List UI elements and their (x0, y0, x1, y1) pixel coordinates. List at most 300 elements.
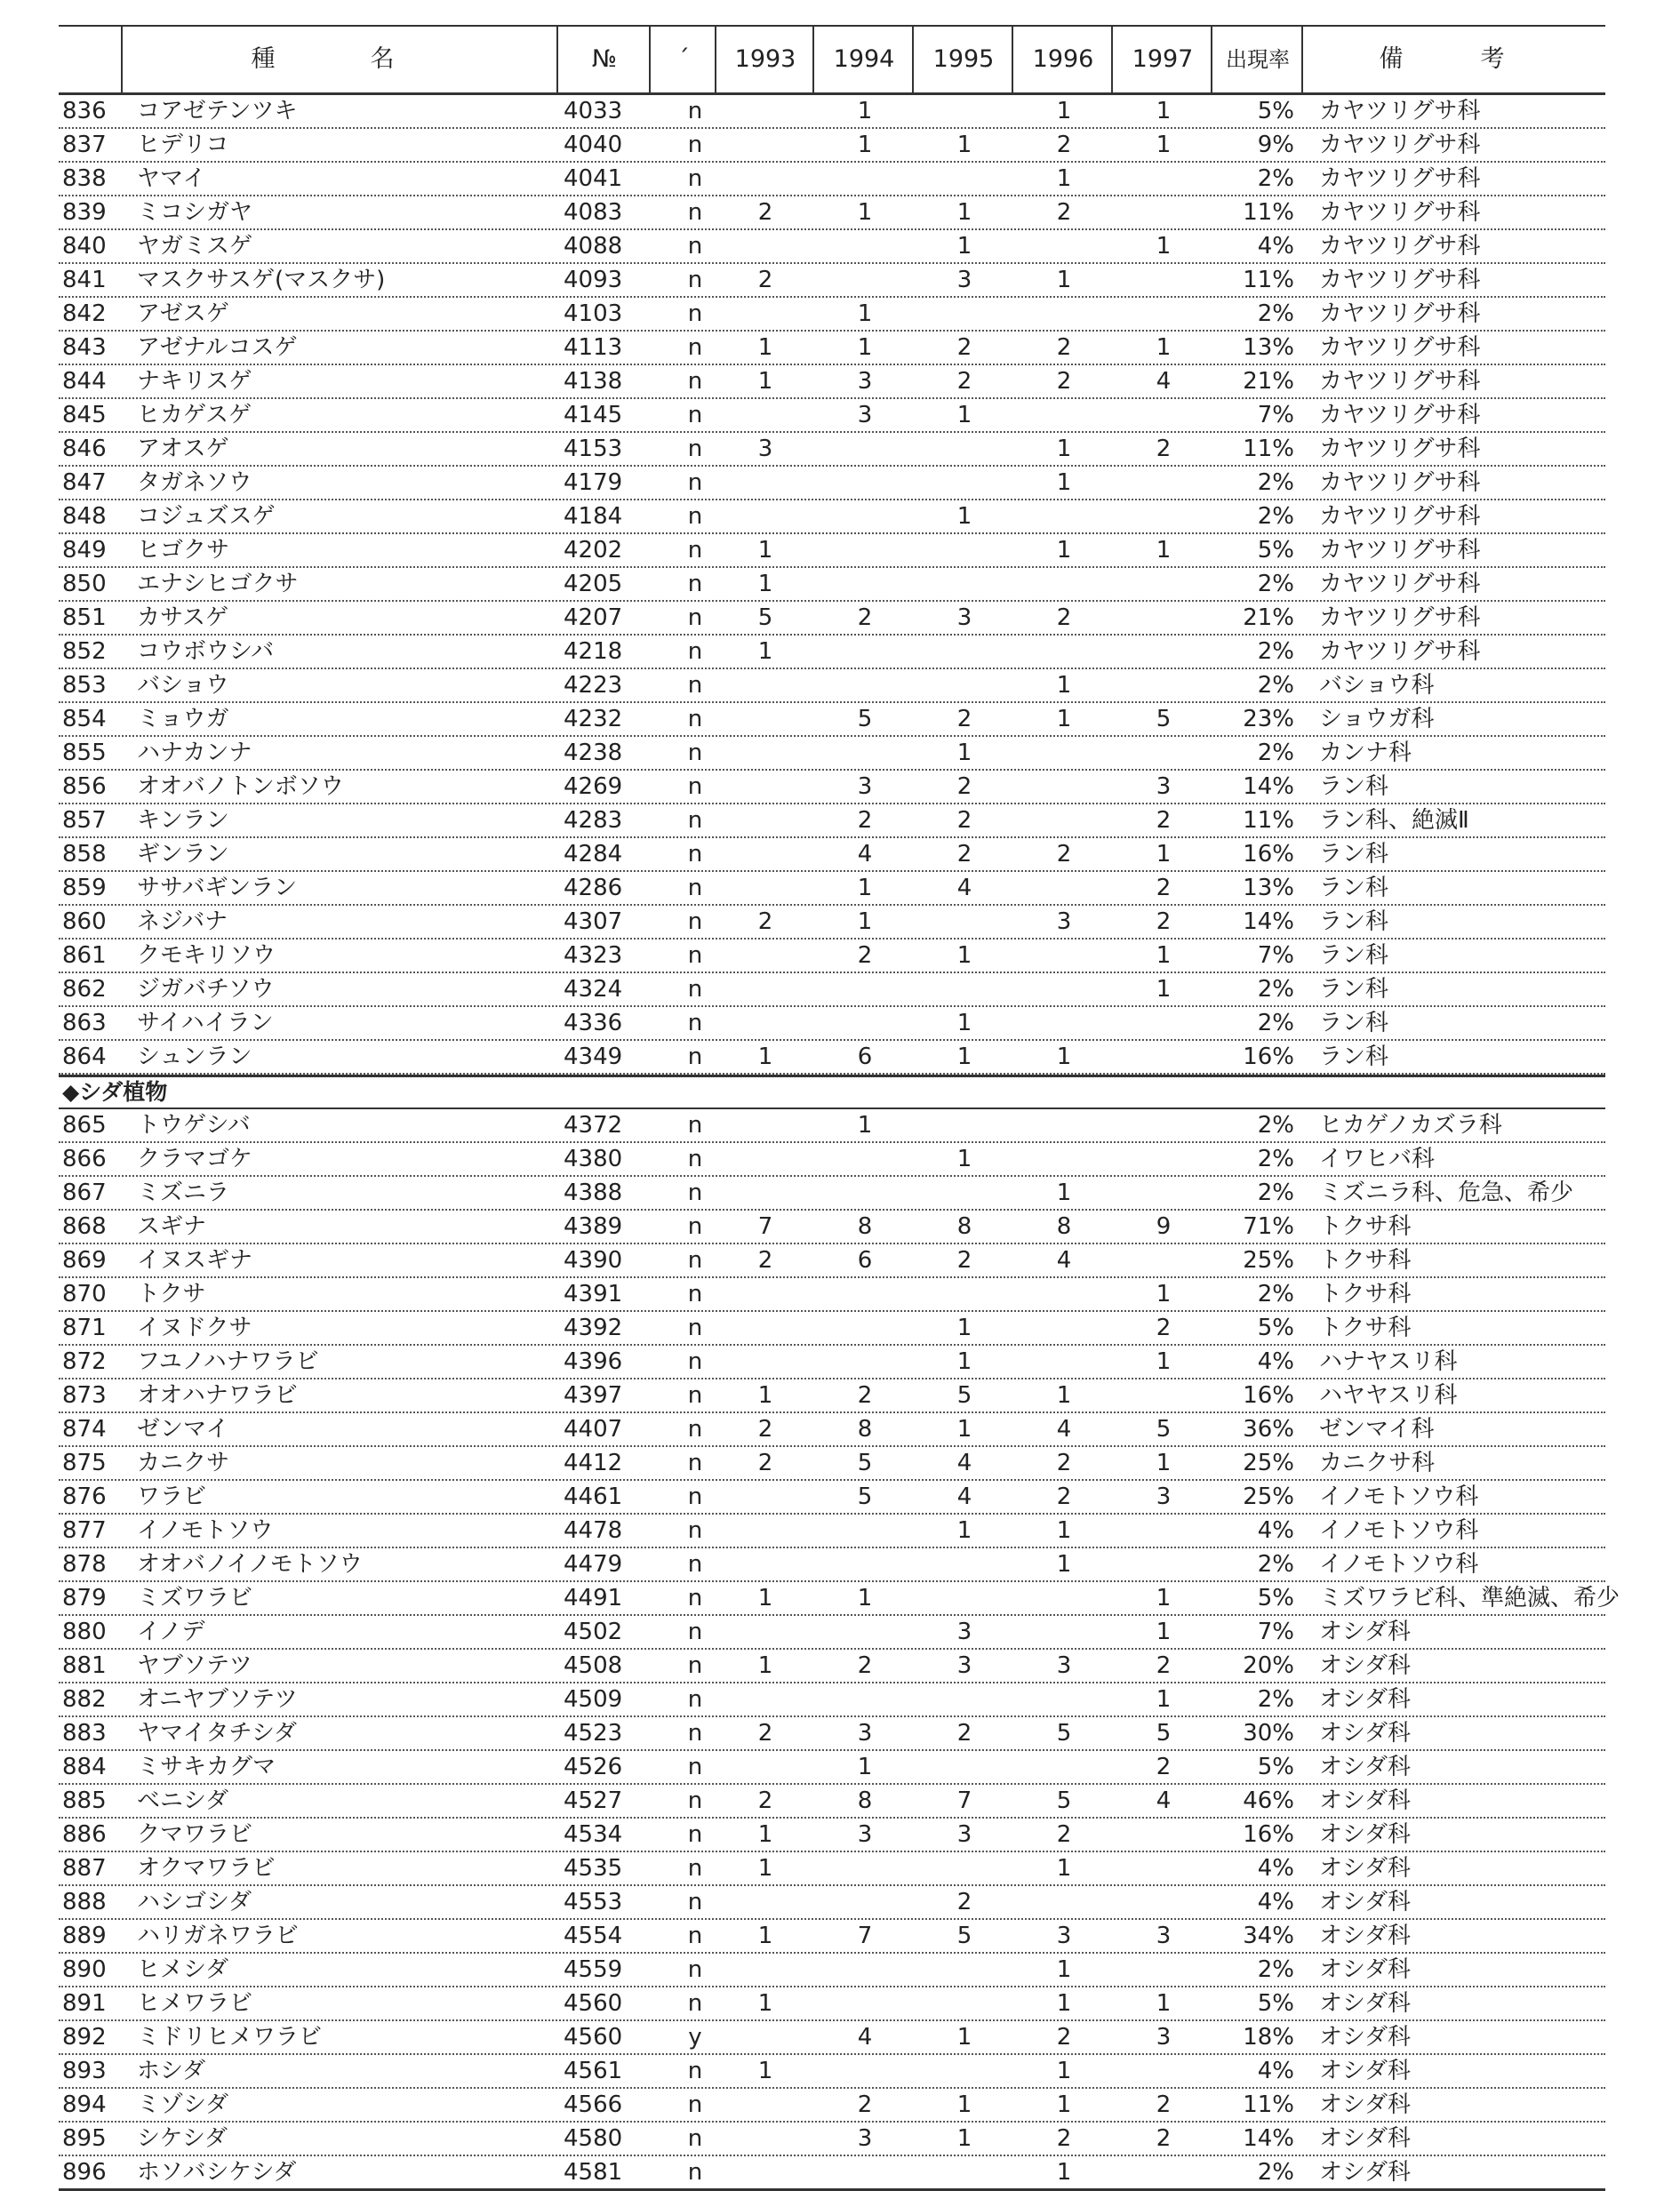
remarks-cell: カニクサ科 (1319, 1450, 1436, 1476)
remarks-cell: イノモトソウ科 (1319, 1551, 1479, 1578)
occurrence-rate: 4% (1257, 1889, 1294, 1915)
occurrence-rate: 5% (1257, 98, 1294, 124)
remarks-cell: オシダ科 (1319, 2058, 1411, 2084)
occurrence-rate: 16% (1243, 1382, 1294, 1409)
species-code: 4412 (564, 1450, 623, 1476)
species-code: 4284 (564, 841, 623, 868)
remarks-cell: イワヒバ科 (1319, 1146, 1436, 1172)
year-count-cell: 3 (857, 773, 873, 800)
species-code: 4349 (564, 1044, 623, 1070)
remarks-cell: カヤツリグサ科 (1319, 436, 1481, 462)
species-name: トクサ (137, 1281, 206, 1307)
row-number: 845 (62, 402, 107, 428)
table-row (59, 1886, 1605, 1920)
year-count-cell: 1 (1056, 1179, 1072, 1206)
species-code: 4205 (564, 571, 623, 597)
species-name: オクマワラビ (137, 1855, 276, 1882)
remarks-cell: オシダ科 (1319, 1923, 1411, 1949)
header-flag: ´ (649, 27, 716, 92)
remarks-cell: ヒカゲノカズラ科 (1319, 1112, 1502, 1139)
year-count-cell: 7 (956, 1787, 972, 1814)
table-row (59, 1177, 1605, 1211)
table-row (59, 163, 1605, 196)
species-name: ヒメワラビ (137, 1990, 253, 2017)
year-count-cell: 4 (857, 841, 873, 868)
occurrence-rate: 14% (1243, 2125, 1294, 2152)
species-code: 4491 (564, 1585, 623, 1611)
remarks-cell: オシダ科 (1319, 1855, 1411, 1882)
species-code: 4113 (564, 334, 623, 361)
species-name: アゼスゲ (137, 300, 229, 327)
row-number: 863 (62, 1010, 107, 1036)
year-count-cell: 3 (956, 1619, 972, 1645)
species-code: 4145 (564, 402, 623, 428)
remarks-cell: トクサ科 (1319, 1213, 1412, 1240)
year-count-cell: 1 (1056, 2058, 1072, 2084)
species-name: ミョウガ (137, 706, 229, 732)
row-number: 873 (62, 1382, 107, 1409)
occurrence-rate: 11% (1243, 436, 1294, 462)
year-count-cell: 4 (956, 875, 972, 901)
year-count-cell: 1 (757, 2058, 773, 2084)
year-count-cell: 3 (1056, 1923, 1072, 1949)
remarks-cell: カンナ科 (1319, 740, 1412, 766)
year-count-cell: 1 (757, 1821, 773, 1848)
year-count-cell: 1 (956, 2024, 972, 2051)
year-count-cell: 2 (956, 334, 972, 361)
row-number: 837 (62, 132, 107, 158)
year-count-cell: 1 (1056, 2091, 1072, 2118)
year-count-cell: 3 (956, 1821, 972, 1848)
row-number: 866 (62, 1146, 107, 1172)
flag-cell: n (687, 1923, 703, 1949)
flag-cell: n (687, 672, 703, 699)
table-row (59, 1819, 1605, 1852)
row-number: 854 (62, 706, 107, 732)
year-count-cell: 1 (1056, 1382, 1072, 1409)
year-count-cell: 5 (857, 1450, 873, 1476)
occurrence-rate: 7% (1257, 942, 1294, 969)
year-count-cell: 2 (1056, 334, 1072, 361)
species-name: ホシダ (137, 2058, 205, 2084)
species-code: 4508 (564, 1652, 623, 1679)
year-count-cell: 1 (1056, 1956, 1072, 1983)
row-number: 869 (62, 1247, 107, 1274)
species-name: アオスゲ (137, 436, 229, 462)
year-count-cell: 3 (857, 402, 873, 428)
row-number: 859 (62, 875, 107, 901)
occurrence-rate: 25% (1243, 1483, 1294, 1510)
occurrence-rate: 4% (1257, 1348, 1294, 1375)
species-code: 4207 (564, 604, 623, 631)
header-no: № (556, 27, 651, 92)
table-row (59, 1683, 1605, 1717)
row-number: 864 (62, 1044, 107, 1070)
year-count-cell: 5 (857, 706, 873, 732)
year-count-cell: 5 (857, 1483, 873, 1510)
remarks-cell: ラン科 (1319, 1044, 1389, 1070)
header-year-1996: 1996 (1012, 27, 1113, 92)
row-number: 896 (62, 2159, 107, 2186)
remarks-cell: カヤツリグサ科 (1319, 537, 1481, 564)
table-row (59, 636, 1605, 669)
year-count-cell: 1 (1056, 1990, 1072, 2017)
table-row (59, 669, 1605, 703)
year-count-cell: 1 (956, 2125, 972, 2152)
table-row (59, 332, 1605, 365)
year-count-cell: 8 (857, 1787, 873, 1814)
species-name: ミゾシダ (137, 2091, 228, 2118)
occurrence-rate: 2% (1257, 2159, 1294, 2186)
year-count-cell: 1 (1156, 1619, 1172, 1645)
remarks-cell: オシダ科 (1319, 1990, 1411, 2017)
remarks-cell: トクサ科 (1319, 1281, 1412, 1307)
year-count-cell: 1 (956, 503, 972, 530)
row-number: 836 (62, 98, 107, 124)
species-name: クラマゴケ (137, 1146, 253, 1172)
year-count-cell: 1 (956, 199, 972, 226)
row-number: 878 (62, 1551, 107, 1578)
remarks-cell: トクサ科 (1319, 1247, 1412, 1274)
species-name: コウボウシバ (137, 638, 275, 665)
year-count-cell: 2 (1156, 2125, 1172, 2152)
table-row (59, 467, 1605, 500)
year-count-cell: 1 (857, 1112, 873, 1139)
species-name: ホソバシケシダ (137, 2159, 297, 2186)
species-code: 4392 (564, 1315, 623, 1341)
species-code: 4179 (564, 469, 623, 496)
table-row (59, 1211, 1605, 1244)
year-count-cell: 4 (956, 1450, 972, 1476)
flag-cell: n (687, 942, 703, 969)
year-count-cell: 5 (1156, 1720, 1172, 1747)
remarks-cell: カヤツリグサ科 (1319, 267, 1481, 293)
occurrence-rate: 2% (1257, 976, 1294, 1003)
occurrence-rate: 16% (1243, 1044, 1294, 1070)
year-count-cell: 1 (1156, 233, 1172, 260)
remarks-cell: ラン科 (1319, 875, 1389, 901)
table-row (59, 872, 1605, 906)
year-count-cell: 4 (1156, 1787, 1172, 1814)
flag-cell: n (687, 1517, 703, 1544)
flag-cell: n (687, 1010, 703, 1036)
table-row (59, 399, 1605, 433)
year-count-cell: 4 (1056, 1247, 1072, 1274)
year-count-cell: 5 (757, 604, 773, 631)
occurrence-rate: 2% (1257, 571, 1294, 597)
year-count-cell: 1 (956, 1044, 972, 1070)
table-row (59, 129, 1605, 163)
year-count-cell: 2 (1056, 1483, 1072, 1510)
year-count-cell: 2 (956, 773, 972, 800)
occurrence-rate: 7% (1257, 402, 1294, 428)
remarks-cell: カヤツリグサ科 (1319, 469, 1481, 496)
year-count-cell: 1 (956, 132, 972, 158)
species-code: 4580 (564, 2125, 623, 2152)
remarks-cell: オシダ科 (1319, 2091, 1411, 2118)
table-row (59, 95, 1605, 129)
species-code: 4559 (564, 1956, 623, 1983)
species-name: ササバギンラン (137, 875, 298, 901)
species-code: 4041 (564, 165, 623, 192)
year-count-cell: 4 (956, 1483, 972, 1510)
remarks-cell: ラン科 (1319, 773, 1389, 800)
table-row (59, 2123, 1605, 2156)
year-count-cell: 2 (1056, 132, 1072, 158)
occurrence-rate: 2% (1257, 503, 1294, 530)
species-name: ミズワラビ (137, 1585, 253, 1611)
species-code: 4553 (564, 1889, 623, 1915)
species-code: 4286 (564, 875, 623, 901)
table-row (59, 1751, 1605, 1785)
table-row (59, 1852, 1605, 1886)
table-body (59, 95, 1620, 2191)
year-count-cell: 1 (1056, 1551, 1072, 1578)
species-name: アゼナルコスゲ (137, 334, 298, 361)
year-count-cell: 1 (857, 98, 873, 124)
year-count-cell: 2 (757, 1450, 773, 1476)
row-number: 839 (62, 199, 107, 226)
flag-cell: n (687, 1146, 703, 1172)
table-row (59, 534, 1605, 568)
occurrence-rate: 7% (1257, 1619, 1294, 1645)
flag-cell: n (687, 807, 703, 834)
year-count-cell: 1 (857, 334, 873, 361)
table-row (59, 1007, 1605, 1041)
year-count-cell: 3 (1056, 908, 1072, 935)
row-number: 843 (62, 334, 107, 361)
year-count-cell: 1 (757, 1044, 773, 1070)
row-number: 889 (62, 1923, 107, 1949)
species-code: 4040 (564, 132, 623, 158)
year-count-cell: 3 (956, 604, 972, 631)
flag-cell: n (687, 233, 703, 260)
year-count-cell: 2 (956, 807, 972, 834)
occurrence-rate: 2% (1257, 1686, 1294, 1713)
row-number: 883 (62, 1720, 107, 1747)
occurrence-rate: 11% (1243, 267, 1294, 293)
row-number: 888 (62, 1889, 107, 1915)
flag-cell: n (687, 300, 703, 327)
table-row (59, 737, 1605, 771)
row-number: 860 (62, 908, 107, 935)
occurrence-rate: 14% (1243, 773, 1294, 800)
year-count-cell: 5 (956, 1382, 972, 1409)
year-count-cell: 2 (1156, 1652, 1172, 1679)
year-count-cell: 5 (1156, 706, 1172, 732)
year-count-cell: 1 (956, 1315, 972, 1341)
species-name: ネジバナ (137, 908, 228, 935)
year-count-cell: 1 (757, 1382, 773, 1409)
flag-cell: n (687, 1720, 703, 1747)
row-number: 895 (62, 2125, 107, 2152)
year-count-cell: 8 (956, 1213, 972, 1240)
table-row (59, 1109, 1605, 1143)
year-count-cell: 1 (1056, 436, 1072, 462)
year-count-cell: 1 (857, 132, 873, 158)
species-name: イノモトソウ (137, 1517, 274, 1544)
occurrence-rate: 16% (1243, 1821, 1294, 1848)
year-count-cell: 1 (1156, 132, 1172, 158)
occurrence-rate: 2% (1257, 672, 1294, 699)
flag-cell: n (687, 841, 703, 868)
table-row (59, 771, 1605, 804)
species-name: ミドリヒメワラビ (137, 2024, 323, 2051)
row-number: 893 (62, 2058, 107, 2084)
year-count-cell: 2 (1056, 2125, 1072, 2152)
year-count-cell: 1 (956, 2091, 972, 2118)
remarks-cell: オシダ科 (1319, 1652, 1411, 1679)
species-code: 4336 (564, 1010, 623, 1036)
occurrence-rate: 4% (1257, 1517, 1294, 1544)
year-count-cell: 1 (1056, 706, 1072, 732)
flag-cell: n (687, 1281, 703, 1307)
occurrence-rate: 5% (1257, 1990, 1294, 2017)
species-code: 4478 (564, 1517, 623, 1544)
species-code: 4323 (564, 942, 623, 969)
species-name: ヒゴクサ (137, 537, 230, 564)
remarks-cell: イノモトソウ科 (1319, 1483, 1479, 1510)
row-number: 855 (62, 740, 107, 766)
header-year-1997: 1997 (1111, 27, 1212, 92)
year-count-cell: 1 (956, 740, 972, 766)
year-count-cell: 4 (1156, 368, 1172, 395)
row-number: 842 (62, 300, 107, 327)
year-count-cell: 1 (857, 908, 873, 935)
occurrence-rate: 14% (1243, 908, 1294, 935)
species-code: 4138 (564, 368, 623, 395)
species-code: 4388 (564, 1179, 623, 1206)
row-number: 877 (62, 1517, 107, 1544)
year-count-cell: 5 (956, 1923, 972, 1949)
year-count-cell: 7 (757, 1213, 773, 1240)
flag-cell: n (687, 1889, 703, 1915)
remarks-cell: カヤツリグサ科 (1319, 368, 1481, 395)
remarks-cell: カヤツリグサ科 (1319, 503, 1481, 530)
year-count-cell: 1 (956, 1146, 972, 1172)
row-number: 882 (62, 1686, 107, 1713)
table-row (59, 1346, 1605, 1379)
species-code: 4461 (564, 1483, 623, 1510)
species-code: 4534 (564, 1821, 623, 1848)
year-count-cell: 1 (757, 334, 773, 361)
year-count-cell: 2 (1056, 1450, 1072, 1476)
flag-cell: n (687, 2125, 703, 2152)
occurrence-rate: 21% (1243, 368, 1294, 395)
row-number: 867 (62, 1179, 107, 1206)
occurrence-rate: 5% (1257, 1315, 1294, 1341)
year-count-cell: 1 (757, 1990, 773, 2017)
table-row (59, 2089, 1605, 2123)
species-code: 4307 (564, 908, 623, 935)
remarks-cell: オシダ科 (1319, 1754, 1411, 1780)
year-count-cell: 8 (857, 1213, 873, 1240)
year-count-cell: 3 (757, 436, 773, 462)
flag-cell: n (687, 98, 703, 124)
flag-cell: n (687, 604, 703, 631)
remarks-cell: ラン科 (1319, 841, 1389, 868)
remarks-cell: カヤツリグサ科 (1319, 132, 1481, 158)
flag-cell: n (687, 638, 703, 665)
flag-cell: n (687, 1450, 703, 1476)
row-number: 851 (62, 604, 107, 631)
year-count-cell: 2 (956, 1889, 972, 1915)
occurrence-rate: 2% (1257, 1281, 1294, 1307)
table-row (59, 1548, 1605, 1582)
flag-cell: n (687, 1754, 703, 1780)
species-code: 4033 (564, 98, 623, 124)
row-number: 880 (62, 1619, 107, 1645)
remarks-cell: ラン科 (1319, 908, 1389, 935)
species-code: 4561 (564, 2058, 623, 2084)
remarks-cell: オシダ科 (1319, 1956, 1411, 1983)
species-name: キンラン (137, 807, 229, 834)
year-count-cell: 1 (956, 402, 972, 428)
year-count-cell: 1 (857, 1585, 873, 1611)
row-number: 841 (62, 267, 107, 293)
species-code: 4581 (564, 2159, 623, 2186)
year-count-cell: 3 (857, 2125, 873, 2152)
row-number: 891 (62, 1990, 107, 2017)
occurrence-rate: 25% (1243, 1247, 1294, 1274)
remarks-cell: オシダ科 (1319, 1821, 1411, 1848)
flag-cell: n (687, 1787, 703, 1814)
row-number: 886 (62, 1821, 107, 1848)
flag-cell: n (687, 1179, 703, 1206)
species-code: 4390 (564, 1247, 623, 1274)
remarks-cell: ラン科、絶滅Ⅱ (1319, 807, 1469, 834)
flag-cell: n (687, 165, 703, 192)
species-name: クマワラビ (137, 1821, 253, 1848)
row-number: 838 (62, 165, 107, 192)
species-name: ヒデリコ (137, 132, 229, 158)
header-year-1995: 1995 (912, 27, 1013, 92)
year-count-cell: 1 (1156, 976, 1172, 1003)
year-count-cell: 3 (1156, 2024, 1172, 2051)
occurrence-rate: 71% (1243, 1213, 1294, 1240)
year-count-cell: 1 (956, 233, 972, 260)
remarks-cell: ショウガ科 (1319, 706, 1435, 732)
occurrence-rate: 2% (1257, 638, 1294, 665)
species-name: ミサキカグマ (137, 1754, 276, 1780)
occurrence-rate: 2% (1257, 1956, 1294, 1983)
year-count-cell: 1 (956, 1517, 972, 1544)
table-row (59, 264, 1605, 298)
row-number: 858 (62, 841, 107, 868)
year-count-cell: 2 (956, 841, 972, 868)
year-count-cell: 1 (956, 1416, 972, 1443)
species-name: ゼンマイ (137, 1416, 229, 1443)
table-row (59, 1954, 1605, 1987)
year-count-cell: 1 (757, 368, 773, 395)
species-code: 4526 (564, 1754, 623, 1780)
species-name: ミコシガヤ (137, 199, 253, 226)
row-number: 894 (62, 2091, 107, 2118)
year-count-cell: 1 (757, 1585, 773, 1611)
year-count-cell: 5 (1156, 1416, 1172, 1443)
species-name: ジガバチソウ (137, 976, 275, 1003)
flag-cell: n (687, 1855, 703, 1882)
species-name: ギンラン (137, 841, 229, 868)
row-number: 856 (62, 773, 107, 800)
flag-cell: n (687, 1483, 703, 1510)
year-count-cell: 2 (857, 942, 873, 969)
remarks-cell: オシダ科 (1319, 2159, 1411, 2186)
flag-cell: n (687, 334, 703, 361)
row-number: 849 (62, 537, 107, 564)
row-number: 852 (62, 638, 107, 665)
remarks-cell: カヤツリグサ科 (1319, 233, 1481, 260)
